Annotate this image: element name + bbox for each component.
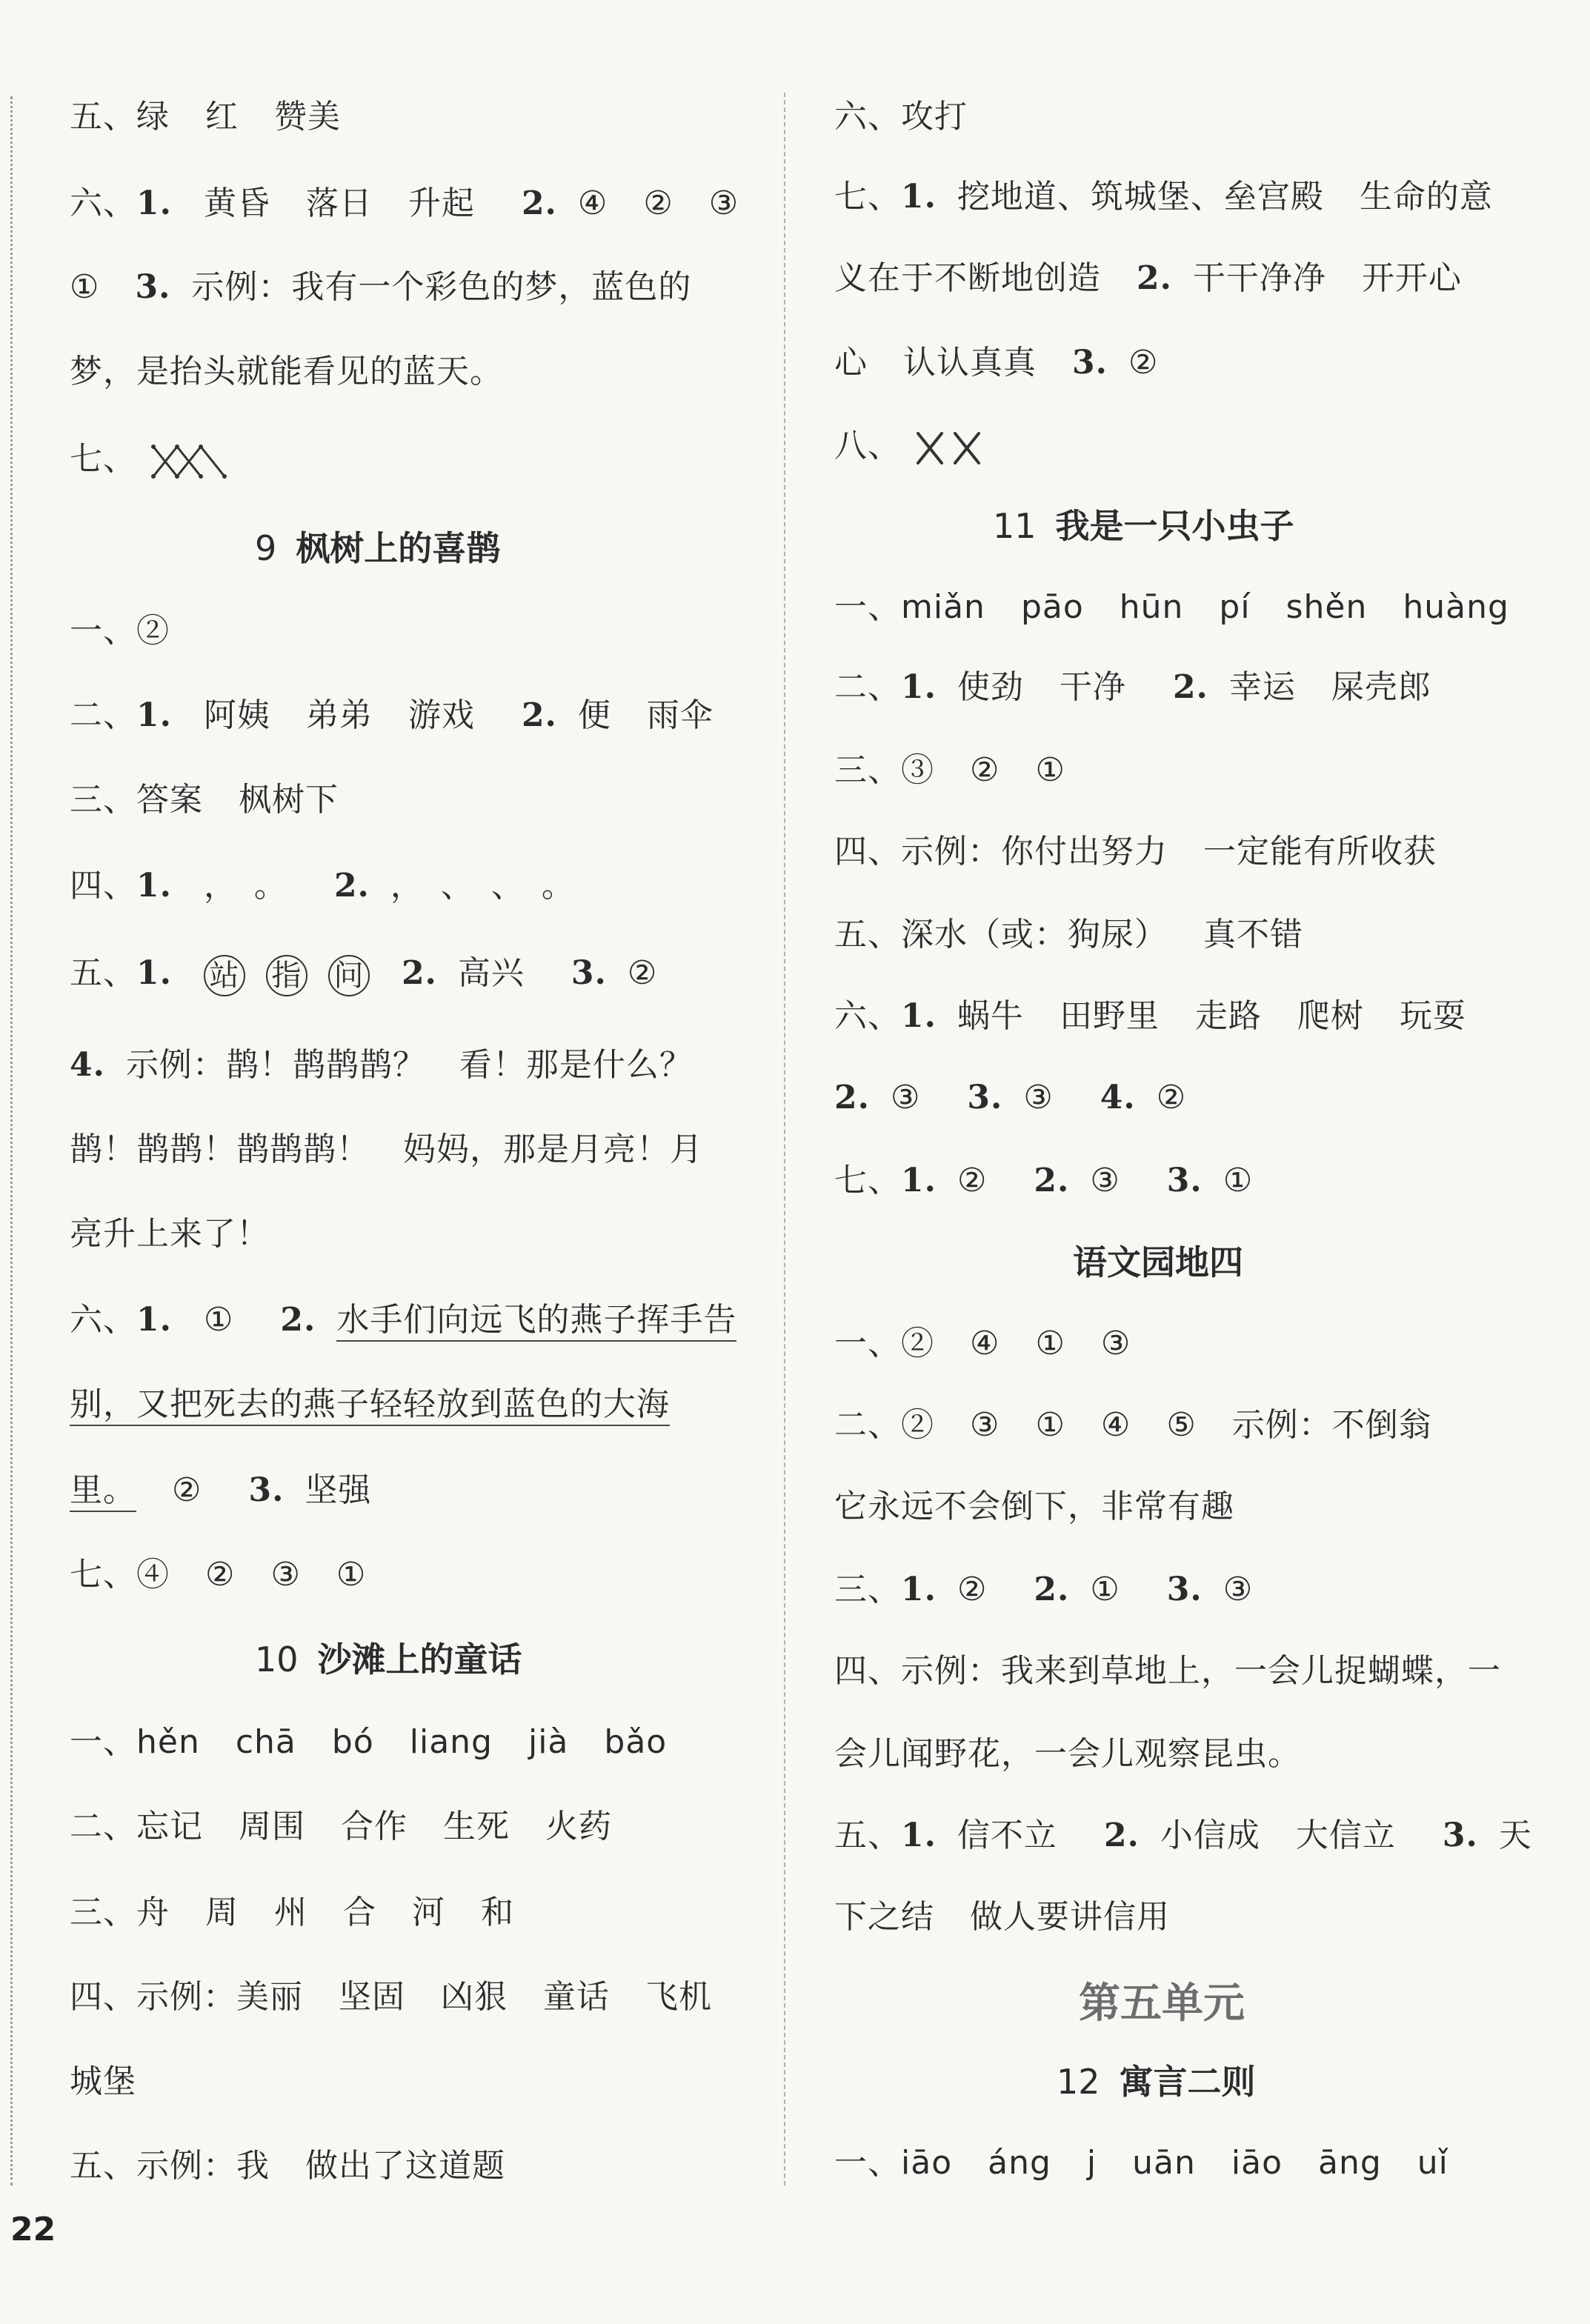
answer: 大信立 [1295,1817,1396,1854]
answer-line [834,256,1462,301]
item-label: 五、 [70,2147,136,2185]
sub-number: 1. [136,696,172,734]
answer: 认认真真 [903,344,1037,382]
answer-line [834,1814,1532,1858]
answer-line [70,437,229,482]
sub-number: 3. [1166,1571,1203,1608]
answer-line [70,1043,693,1088]
item-label: 一、 [70,612,136,650]
pinyin: uǐ [1417,2144,1448,2182]
answer-line [70,1468,371,1513]
answer-line [70,1212,270,1256]
answer: 便 [577,696,611,734]
answer: 天 [1498,1817,1532,1854]
answer: 合作 [341,1808,408,1845]
answer: 枫树下 [239,781,339,819]
answer: ② [627,954,658,992]
lesson-title [993,504,1294,548]
pinyin: iāo [1231,2144,1283,2182]
answer: ② [205,1556,236,1594]
item-label: 一、 [70,1723,136,1761]
answer: 示例：我 [136,2147,270,2185]
answer: 赞美 [274,98,341,136]
answer: 挖地道、筑城堡、垒宫殿 [957,178,1324,216]
item-label: 五、 [70,98,136,136]
answer: 童话 [543,1978,610,2016]
item-label: 七、 [70,1556,136,1594]
answer: 生死 [443,1808,510,1845]
pinyin: hūn [1119,588,1184,626]
pinyin: bǎo [604,1723,668,1761]
answer: 和 [481,1894,514,1931]
answer: 做出了这道题 [305,2147,505,2185]
pinyin: hěn [136,1723,200,1761]
answer-line [834,748,1065,793]
sub-number: 1. [901,1817,937,1854]
answer: 鹊！鹊鹊！鹊鹊鹊！ 妈妈，那是月亮！月 [70,1131,703,1168]
sub-number: 3. [1166,1162,1203,1199]
answer: ③ [1023,1079,1054,1116]
answer-line [834,994,1466,1039]
answer: 坚强 [305,1471,372,1509]
pinyin: iāo [901,2144,953,2182]
item-label: 五、 [70,954,136,992]
answer: 阿姨 [203,696,270,734]
answer: 绿 [136,98,170,136]
item-label: 四、 [834,833,901,870]
answer: ② [136,612,170,650]
sub-number: 2. [333,867,370,905]
answer: 幸运 [1228,668,1296,706]
answer-line [70,1891,514,1935]
cross-marks-icon [912,426,986,470]
answer: ③ [970,1406,1000,1444]
answer: 下之结 [834,1898,934,1936]
sub-number: 1. [901,997,937,1035]
underlined-answer: 别，又把死去的燕子轻轻放到蓝色的大海 [70,1385,670,1426]
answer: 游戏 [408,696,475,734]
answer: 攻打 [901,98,968,136]
page-edge [10,96,13,2185]
answer: ① [1035,1406,1065,1444]
answer-line [70,609,170,653]
pinyin: shěn [1285,588,1368,626]
answer: 义在于不断地创造 [834,259,1101,297]
answer: 黄昏 [203,184,270,222]
sub-number: 1. [136,954,172,992]
answer: 落日 [305,184,373,222]
sub-number: 3. [248,1471,285,1509]
answer-line [834,665,1431,710]
answer: 弟弟 [305,696,373,734]
lesson-number: 9 [255,528,277,568]
answer: 坚固 [339,1978,405,2016]
sub-number: 2. [1137,259,1172,297]
answer: ， 、 、 。 [390,867,575,905]
answer-line [834,95,968,139]
sub-number: 3. [1072,344,1108,382]
answer: 小信成 [1160,1817,1260,1854]
item-label: 二、 [70,696,136,734]
sub-number: 2. [521,696,557,734]
answer: 升起 [408,184,475,222]
answer: 信不立 [957,1817,1057,1854]
answer: ③ [890,1079,921,1116]
item-label: 二、 [70,1808,136,1845]
answer: 舟 [136,1894,170,1931]
answer: 干净 [1059,668,1126,706]
answer-line [834,424,986,468]
answer-line [834,1732,1301,1777]
answer-line [834,585,1509,630]
answer: ① [1035,751,1065,789]
sub-number: 1. [136,1301,172,1339]
item-label: 四、 [834,1652,901,1690]
answer: 深水（或：狗尿） [901,916,1168,953]
answer: 合 [343,1894,376,1931]
answer: 生命的意 [1359,178,1493,216]
item-label: 五、 [834,1817,901,1854]
answer-line [70,951,657,999]
answer: 周 [205,1894,239,1931]
answer-line [70,778,339,822]
answer: ⑤ [1166,1406,1197,1444]
answer-line [834,2141,1448,2185]
answer: ① [1090,1571,1120,1608]
sub-number: 3. [1442,1817,1478,1854]
pinyin: jià [528,1723,569,1761]
answer: 亮升上来了！ [70,1215,270,1253]
answer-line [834,1895,1170,1940]
lesson-title [1057,2060,1256,2104]
answer: 红 [205,98,239,136]
answer: 心 [834,344,868,382]
answer: ② [901,1325,934,1362]
item-label: 一、 [834,2144,901,2182]
lesson-number: 12 [1057,2062,1100,2102]
answer: ③ [901,751,934,789]
answer: 走路 [1194,997,1262,1035]
item-label: 二、 [834,1406,901,1444]
answer: 它永远不会倒下，非常有趣 [834,1488,1234,1525]
pinyin: chā [235,1723,296,1761]
answer: ① [1035,1325,1065,1362]
pinyin: pāo [1020,588,1084,626]
item-label: 四、 [70,867,136,905]
lesson-name: 沙滩上的童话 [317,1639,522,1679]
answer: 雨伞 [646,696,713,734]
item-label: 四、 [70,1978,136,2016]
lesson-name: 我是一只小虫子 [1055,506,1294,546]
pinyin: huàng [1403,588,1509,626]
pinyin: bó [331,1723,374,1761]
sub-number: 4. [70,1046,105,1084]
answer-line [70,1128,703,1172]
answer: ④ [970,1325,1000,1362]
answer-line [70,1720,667,1765]
item-label: 六、 [834,98,901,136]
unit-heading: 第五单元 [1079,1980,1245,2028]
answer: 答案 [136,781,203,819]
matching-lines-icon [147,439,229,484]
item-label: 六、 [70,184,136,222]
answer: ② [1156,1079,1187,1116]
pinyin: āng [1317,2144,1382,2182]
item-label: 五、 [834,916,901,953]
item-label: 一、 [834,588,901,626]
sub-number: 2. [401,954,437,992]
sub-number: 2. [1172,668,1208,706]
item-label: 六、 [834,997,901,1035]
underlined-answer: 里。 [70,1471,136,1512]
answer-line [834,913,1303,957]
answer: ② [957,1571,988,1608]
answer-line [70,2144,505,2188]
item-label: 三、 [70,781,136,819]
sub-number: 1. [136,184,172,222]
item-label: 七、 [834,1162,901,1199]
sub-number: 2. [834,1079,870,1116]
answer: 高兴 [457,954,525,992]
answer-line [834,1568,1253,1612]
lesson-title [255,1637,522,1682]
answer: ③ [1090,1162,1120,1199]
answer: 飞机 [645,1978,712,2016]
answer-line [70,1553,366,1597]
answer: ② [970,751,1000,789]
answer: ② [1128,344,1159,382]
answer: 示例：我来到草地上，一会儿捉蝴蝶，一 [901,1652,1501,1690]
answer: 真不错 [1203,916,1303,953]
pinyin: áng [988,2144,1051,2182]
answer-line [834,1076,1186,1120]
answer: ② [957,1162,988,1199]
item-label: 八、 [834,427,901,465]
answer: 河 [412,1894,445,1931]
answer: 示例：美丽 [136,1978,303,2016]
answer: ③ [1100,1325,1131,1362]
answer: ③ [708,184,739,222]
item-label: 二、 [834,668,901,706]
answer: 做人要讲信用 [970,1898,1170,1936]
answer-line [70,1298,736,1342]
answer: 屎壳郎 [1331,668,1431,706]
sub-number: 1. [901,668,937,706]
sub-number: 2. [1034,1162,1070,1199]
answer-line [70,2060,136,2104]
sub-number: 3. [135,268,171,306]
answer: ② [172,1471,202,1509]
item-label: 六、 [70,1301,136,1339]
answer-line [70,1975,712,2020]
sub-number: 2. [280,1301,316,1339]
sub-number: 3. [571,954,607,992]
answer: ③ [1223,1571,1254,1608]
answer: 示例：不倒翁 [1231,1406,1432,1444]
section-title: 语文园地四 [1073,1242,1243,1282]
item-label: 三、 [834,1571,901,1608]
answer: ① [203,1301,234,1339]
pinyin: liang [409,1723,493,1761]
answer-line [70,265,691,310]
item-label: 七、 [834,178,901,216]
answer-line [834,830,1437,874]
answer: 忘记 [136,1808,203,1845]
answer: ④ [577,184,608,222]
answer: ④ [1100,1406,1131,1444]
answer: 田野里 [1059,997,1160,1035]
answer-line [834,1649,1501,1694]
answer: 周围 [239,1808,305,1845]
answer: 火药 [545,1808,612,1845]
lesson-number: 11 [993,506,1037,546]
sub-number: 3. [967,1079,1003,1116]
item-label: 七、 [70,440,136,478]
answer: ① [336,1556,367,1594]
sub-number: 2. [1103,1817,1140,1854]
answer-line [70,182,739,226]
pinyin: j [1086,2144,1097,2182]
circled-char: 问 [328,955,370,996]
answer-line [70,693,713,738]
answer: 州 [274,1894,307,1931]
lesson-name: 枫树上的喜鹊 [296,528,501,568]
answer-line [834,1322,1131,1366]
answer-line [70,350,503,394]
answer: 爬树 [1297,997,1364,1035]
sub-number: 1. [136,867,172,905]
item-label: 一、 [834,1325,901,1362]
sub-number: 4. [1100,1079,1136,1116]
answer: 一定能有所收获 [1203,833,1437,870]
answer: 使劲 [957,668,1024,706]
answer-line [834,1485,1234,1529]
answer: 玩耍 [1399,997,1466,1035]
lesson-title [255,526,500,570]
item-label: 三、 [834,751,901,789]
answer: 干干净净 [1192,259,1326,297]
page-number: 22 [10,2211,56,2248]
answer: ③ [270,1556,301,1594]
answer: 示例：我有一个彩色的梦，蓝色的 [191,268,692,306]
answer: 梦，是抬头就能看见的蓝天。 [70,353,503,390]
pinyin: pí [1219,588,1251,626]
sub-number: 1. [901,1571,937,1608]
answer: ， 。 [203,867,287,905]
answer-line [70,864,575,908]
answer: 示例：鹊！鹊鹊鹊？ 看！那是什么？ [125,1046,693,1084]
answer-line [834,1159,1253,1203]
sub-number: 1. [901,178,937,216]
pinyin: uān [1132,2144,1196,2182]
answer: 城堡 [70,2062,136,2100]
lesson-name: 寓言二则 [1119,2062,1256,2102]
answer: 凶狠 [441,1978,508,2016]
answer: ① [1223,1162,1254,1199]
answer: 会儿闻野花，一会儿观察昆虫。 [834,1735,1301,1773]
item-label: 三、 [70,1894,136,1931]
answer: ② [901,1406,934,1444]
answer: ② [643,184,673,222]
sub-number: 2. [1034,1571,1070,1608]
circled-char: 指 [266,955,307,996]
circled-char: 站 [204,955,245,996]
pinyin: miǎn [901,588,985,626]
answer: 蜗牛 [957,997,1024,1035]
answer: 开开心 [1361,259,1462,297]
answer-line [70,1805,612,1849]
answer: 示例：你付出努力 [901,833,1168,870]
answer-line [834,1403,1432,1448]
column-divider [784,93,785,2185]
underlined-answer: 水手们向远飞的燕子挥手告 [336,1301,736,1342]
answer: ① [70,268,100,306]
answer: ④ [136,1556,170,1594]
sub-number: 1. [901,1162,937,1199]
answer-line [834,175,1493,219]
answer-line [70,95,341,139]
sub-number: 2. [521,184,557,222]
answer-line [834,341,1158,385]
lesson-number: 10 [255,1639,299,1679]
answer-line [70,1382,670,1427]
